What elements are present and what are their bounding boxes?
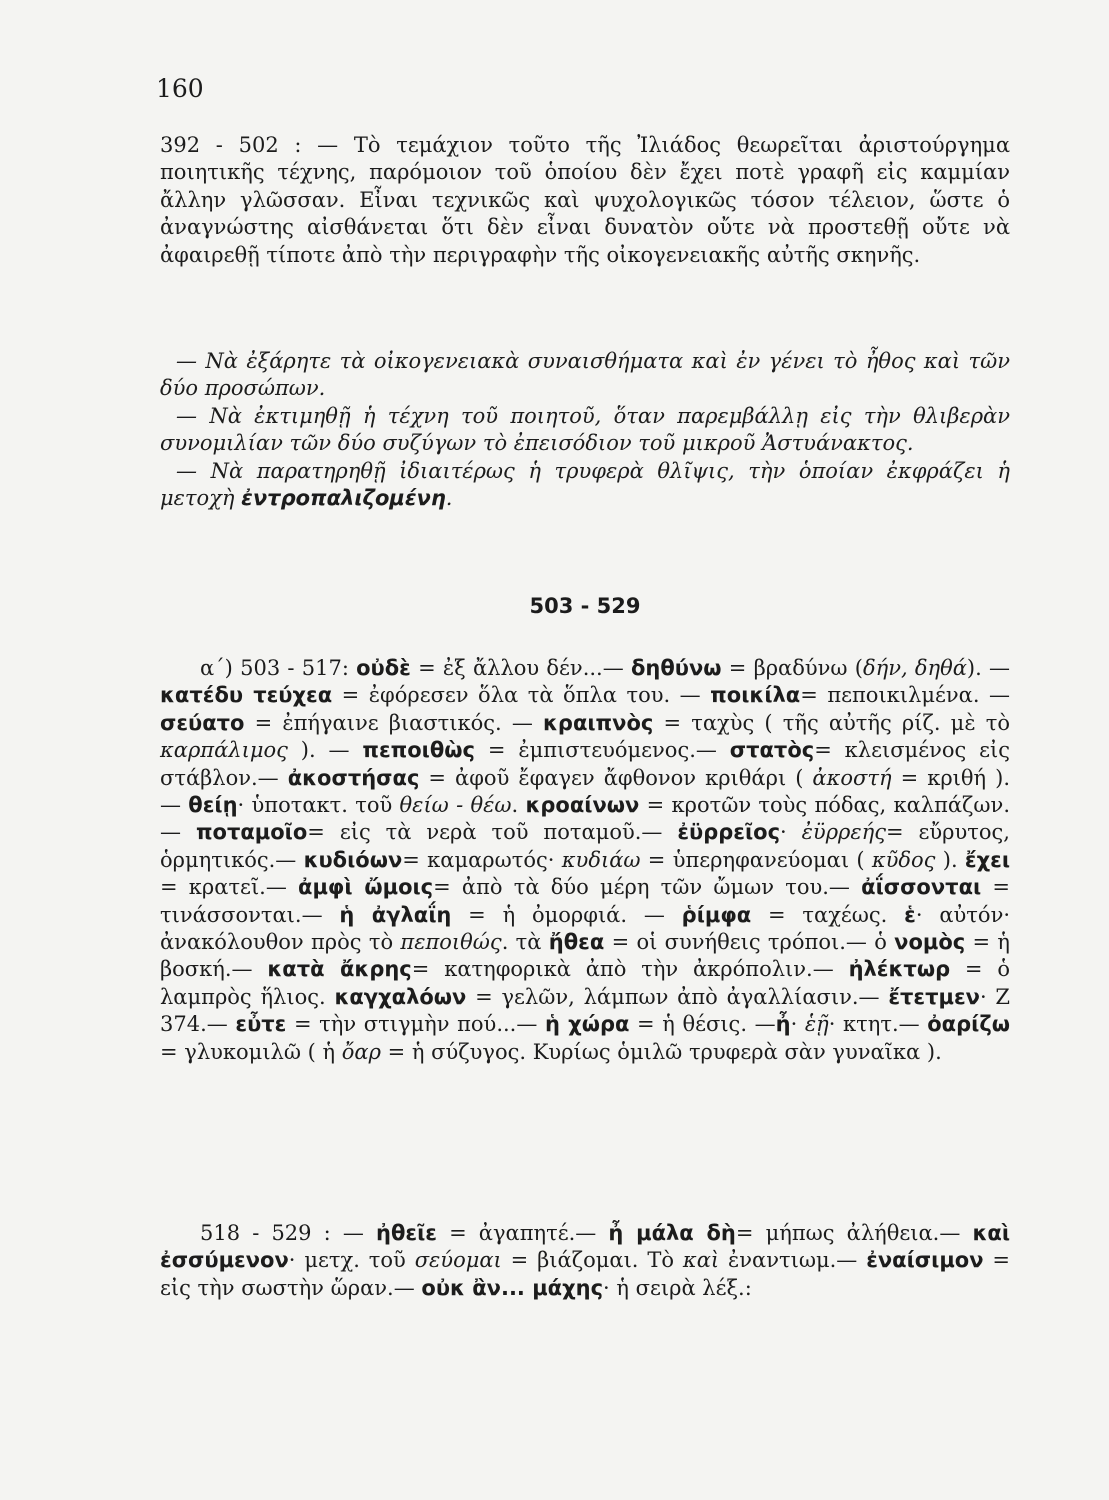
italic-term: ὄαρ [341,1039,381,1064]
headword: ῥίμφα [681,902,752,927]
gloss-text: = κατηφορικὰ ἀπὸ τὴν ἀκρόπολιν.— [411,957,849,982]
gloss-text: · αὐτόν· ἀνακόλουθον πρὸς τὸ [160,902,1011,955]
headword: ἠλέκτωρ [848,957,951,982]
exercise-3 [160,458,1010,513]
glossary-503-517 [160,655,1010,1066]
gloss-text: = ὁ λαμπρὸς ἥλιος. [160,957,1011,1009]
italic-term: καὶ [682,1248,720,1273]
headword: ποταμοῖο [195,820,308,845]
gloss-text: = τινάσσονται.— [160,875,1010,927]
gloss-text: = γελῶν, λάμπων ἀπὸ ἀγαλλίασιν.— [466,984,889,1009]
section-heading: 503 - 529 [529,594,641,618]
exercise-2: — Νὰ ἐκτιμηθῇ ἡ τέχνη τοῦ ποιητοῦ, ὅταν παρεμβάλλῃ εἰς τὴν θλιβερὰν συνομιλίαν τῶν δύο συζύγων τὸ ἐπεισόδιον τοῦ μικροῦ Ἀστυάνακτος. [160,403,1010,456]
headword: ἀμφὶ ὤμοις [298,875,434,900]
headword: κροαίνων [525,793,640,818]
page-number: 160 [156,74,204,103]
gloss-text: = ἐξ ἄλλου δέν...— [410,656,631,680]
headword: ἀκοστήσας [287,765,420,790]
headword: ἐϋρρεῖος [677,820,781,845]
gloss-text: = ἡ σύζυγος. Κυρίως ὁμιλῶ τρυφερὰ σὰν γυναῖκα ). [380,1039,942,1064]
headword: ἠθεῖε [376,1221,437,1245]
gloss-text: = ἀφοῦ ἔφαγεν ἄφθονον κριθάρι ( [419,765,813,790]
headword: οὐδὲ [356,656,411,680]
exercise-3-text: — Νὰ παρατηρηθῇ ἰδιαιτέρως ἡ τρυφερὰ θλῖψις, τὴν ὁποίαν ἐκφράζει ἡ μετοχὴ [160,458,1010,511]
headword: σεύατο [160,710,245,735]
gloss-text: ἐναντιωμ.— [719,1248,867,1273]
gloss-text: ). — [287,738,363,763]
gloss-text: = ἡ ὀμορφιά. — [451,902,682,927]
italic-term: θείω - θέω [399,793,512,818]
gloss-text: = ἐπήγαινε βιαστικός. — [244,710,543,735]
italic-term: καρπάλιμος [160,738,288,763]
gloss-text: · [780,820,802,845]
italic-term: κῦδος [871,847,936,872]
gloss-text: ). — [966,656,1011,680]
italic-term: σεύομαι [414,1248,502,1273]
gloss-text: = βραδύνω ( [721,656,863,680]
gloss-text: = εἰς τὰ νερὰ τοῦ ποταμοῦ.— [307,820,678,845]
gloss-text: . [511,793,526,818]
headword: ἤθεα [548,930,605,955]
gloss-text: = ταχέως. [751,902,905,927]
gloss-text: = βιάζομαι. Τὸ [501,1248,683,1273]
gloss-text: · κτητ.— [828,1012,928,1037]
headword: ἀΐσσονται [861,875,982,900]
gloss-text: = τὴν στιγμὴν πού...— [286,1012,545,1037]
commentary-392-502 [160,132,1010,269]
headword: κραιπνὸς [543,710,654,735]
gloss-text: α΄) 503 - 517: [200,656,357,680]
italic-term: κυδιάω [561,847,641,872]
gloss-text: = ἡ βοσκή.— [160,930,1011,982]
gloss-text: 518 - 529 : — [200,1221,376,1245]
gloss-text: = εἰς τὴν σωστὴν ὥραν.— [160,1248,1011,1300]
exercise-3-bold-word: ἐντροπαλιζομένη [241,486,446,511]
headword: δηθύνω [630,656,722,680]
italic-term: ἑῇ [804,1012,829,1037]
gloss-text: = καμαρωτός· [402,847,562,872]
italic-term: πεποιθώς [400,930,502,955]
headword: ἡ ἀγλαΐη [339,902,452,927]
paragraph-intro: 392 - 502 : — Τὸ τεμάχιον τοῦτο τῆς Ἰλιάδος θεωρεῖται ἀριστούργημα ποιητικῆς τέχνης, παρόμοιον τοῦ ὁποίου δὲν ἔχει ποτὲ γραφῆ εἰς καμμίαν ἄλλην γλῶσσαν. Εἶναι τεχνικῶς καὶ ψυχολογικῶς τόσον τέλειον, ὥστε ὁ ἀναγνώστης αἰσθάνεται ὅτι δὲν εἶναι δυνατὸν οὔτε νὰ προστεθῇ οὔτε νὰ ἀφαιρεθῇ τίποτε ἀπὸ τὴν περιγραφὴν τῆς οἰκογενειακῆς αὐτῆς σκηνῆς. [160,133,1010,267]
exercise-1: — Νὰ ἐξάρητε τὰ οἰκογενειακὰ συναισθήματα καὶ ἐν γένει τὸ ἦθος καὶ τῶν δύο προσώπων. [160,349,1010,401]
headword: κατὰ ἄκρης [267,957,412,982]
gloss-text: . τὰ [501,930,549,955]
gloss-text: = ἀγαπητέ.— [436,1221,609,1245]
headword: καὶ ἐσσύμενον [160,1221,1011,1273]
gloss-text: = πεποικιλμένα. — [800,683,1011,708]
gloss-text: = οἱ συνήθεις τρόποι.— ὁ [604,930,895,955]
headword: ἐναίσιμον [866,1248,984,1273]
gloss-text: = εὔρυτος, ὁρμητικός.— [160,820,1010,872]
headword: στατὸς [729,738,815,763]
headword: οὐκ ἂν... μάχης [421,1275,604,1300]
headword: ὀαρίζω [927,1012,1010,1037]
exercise-list [160,348,1010,512]
gloss-text: = κριθή ). — [160,765,1011,818]
gloss-text: = κλεισμένος εἰς στάβλον.— [160,738,1010,790]
headword: εὖτε [235,1012,287,1037]
headword: ἔχει [964,847,1011,872]
headword: κατέδυ τεύχεα [160,683,333,708]
gloss-text: = ὑπερηφανεύομαι ( [640,847,872,872]
gloss-text: · ὑποτακτ. τοῦ [237,793,400,818]
gloss-text: = ἀπὸ τὰ δύο μέρη τῶν ὤμων του.— [433,875,862,900]
gloss-text: · [790,1012,805,1037]
gloss-text: = μήπως ἀλήθεια.— [735,1221,973,1245]
headword: νομὸς [894,930,966,955]
glossary-518-529 [160,1220,1010,1302]
gloss-text: = ἐφόρεσεν ὅλα τὰ ὅπλα του. — [332,683,711,708]
headword: θείῃ [188,793,238,818]
headword: ἔτετμεν [888,984,980,1009]
headword: ἦ [775,1012,791,1037]
gloss-text: = ταχὺς ( τῆς αὐτῆς ρίζ. μὲ τὸ [653,710,1010,735]
gloss-text: = ἡ θέσις. — [629,1012,776,1037]
gloss-text: · μετχ. τοῦ [288,1248,415,1273]
italic-term: ἀκοστή [812,765,892,790]
exercise-3-end: . [445,486,453,511]
gloss-text: · Ζ 374.— [160,984,1010,1037]
headword: ἦ μάλα δὴ [608,1221,736,1245]
headword: καγχαλόων [334,984,467,1009]
italic-term: ἐϋρρεής [801,820,886,845]
gloss-text: ). [935,847,965,872]
headword: ἡ χώρα [544,1012,630,1037]
gloss-text: = ἐμπιστευόμενος.— [475,738,730,763]
headword: ἑ [904,902,916,927]
headword: ποικίλα [710,683,801,708]
gloss-text: = κρατεῖ.— [160,875,299,900]
headword: κυδιόων [303,847,403,872]
gloss-text: = γλυκομιλῶ ( ἡ [160,1039,342,1064]
headword: πεποιθὼς [362,738,475,763]
italic-term: δήν, δηθά [862,656,967,680]
gloss-text: = κροτῶν τοὺς πόδας, καλπάζων.— [160,793,1010,845]
gloss-text: · ἡ σειρὰ λέξ.: [603,1275,752,1300]
